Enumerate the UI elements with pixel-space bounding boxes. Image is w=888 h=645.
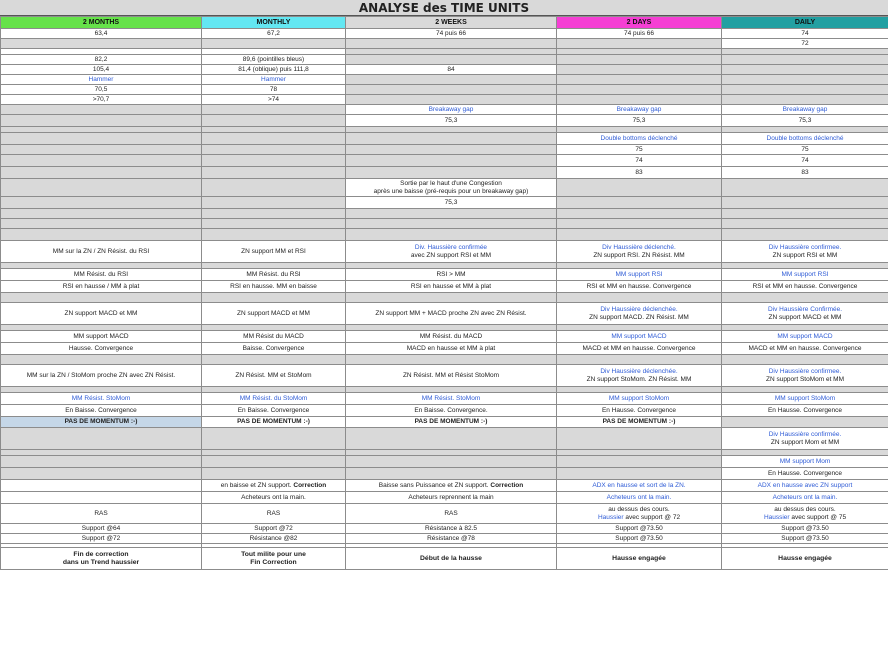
table-cell[interactable]: Acheteurs reprennent la main: [346, 492, 557, 504]
table-cell[interactable]: 75,3: [722, 115, 888, 127]
table-cell[interactable]: [202, 468, 346, 480]
table-cell[interactable]: [557, 219, 722, 229]
table-cell[interactable]: [722, 85, 888, 95]
table-cell[interactable]: 75,3: [346, 197, 557, 209]
table-cell[interactable]: [202, 428, 346, 450]
table-row: [1, 365, 888, 387]
table-cell[interactable]: En Hausse. Convergence: [722, 405, 888, 417]
table-cell[interactable]: [346, 167, 557, 179]
table-row: [1, 75, 888, 85]
table-row: [1, 229, 888, 241]
table-row: [1, 456, 888, 468]
table-cell[interactable]: RSI en hausse / MM à plat: [1, 281, 202, 293]
column-header[interactable]: 2 MONTHS: [1, 17, 202, 29]
table-cell[interactable]: [722, 197, 888, 209]
table-cell[interactable]: [557, 55, 722, 65]
table-cell[interactable]: MM Résist. du RSI: [202, 269, 346, 281]
conclusion-row: [1, 548, 888, 570]
table-cell[interactable]: >74: [202, 95, 346, 105]
table-cell[interactable]: 74: [722, 155, 888, 167]
table-cell[interactable]: Double bottoms déclenché: [557, 133, 722, 145]
table-cell[interactable]: MM sur la ZN / StoMom proche ZN avec ZN Résist.: [1, 365, 202, 387]
table-cell[interactable]: [1, 133, 202, 145]
table-row: [1, 492, 888, 504]
table-cell[interactable]: Div Haussière déclenchée. ZN support MACD. ZN Résist. MM: [557, 303, 722, 325]
column-header[interactable]: 2 DAYS: [557, 17, 722, 29]
table-cell[interactable]: [202, 229, 346, 241]
table-cell[interactable]: Sortie par le haut d'une Congestion après une baisse (pré-requis pour un breakaway gap): [346, 179, 557, 197]
analysis-table: [0, 16, 888, 570]
table-cell[interactable]: [722, 209, 888, 219]
table-cell[interactable]: En Hausse. Convergence: [722, 468, 888, 480]
table-cell[interactable]: 89,6 (pointilles bleus): [202, 55, 346, 65]
table-cell[interactable]: Breakaway gap: [722, 105, 888, 115]
table-cell[interactable]: [557, 85, 722, 95]
table-cell[interactable]: [202, 209, 346, 219]
table-cell[interactable]: 75,3: [346, 115, 557, 127]
table-row: [1, 269, 888, 281]
table-row: [1, 428, 888, 450]
table-cell[interactable]: 105,4: [1, 65, 202, 75]
table-cell[interactable]: ADX en hausse avec ZN support: [722, 480, 888, 492]
table-row: [1, 39, 888, 49]
table-cell[interactable]: RSI et MM en hausse. Convergence: [557, 281, 722, 293]
table-cell[interactable]: Support @72: [202, 524, 346, 534]
table-cell[interactable]: PAS DE MOMENTUM :-): [1, 417, 202, 428]
table-cell[interactable]: au dessus des cours. Haussier avec support @ 75: [722, 504, 888, 524]
table-row: [1, 524, 888, 534]
table-cell[interactable]: Support @73.50: [722, 524, 888, 534]
table-cell[interactable]: Support @73.50: [557, 534, 722, 544]
table-cell[interactable]: 83: [557, 167, 722, 179]
table-cell[interactable]: [722, 179, 888, 197]
table-row: [1, 29, 888, 39]
table-cell[interactable]: [346, 155, 557, 167]
table-cell[interactable]: Hammer: [1, 75, 202, 85]
table-cell[interactable]: [722, 355, 888, 365]
table-cell[interactable]: Tout milite pour une Fin Correction: [202, 548, 346, 570]
column-header[interactable]: DAILY: [722, 17, 888, 29]
table-cell[interactable]: [1, 219, 202, 229]
table-cell[interactable]: [557, 456, 722, 468]
table-row: [1, 534, 888, 544]
table-cell[interactable]: [1, 468, 202, 480]
table-row: [1, 197, 888, 209]
table-cell[interactable]: ZN support MACD et MM: [1, 303, 202, 325]
table-cell[interactable]: [346, 219, 557, 229]
table-cell[interactable]: MACD et MM en hausse. Convergence: [557, 343, 722, 355]
table-cell[interactable]: Acheteurs ont la main.: [202, 492, 346, 504]
table-cell[interactable]: MM Résist du MACD: [202, 331, 346, 343]
table-cell[interactable]: MM Résist. du RSI: [1, 269, 202, 281]
table-row: [1, 355, 888, 365]
table-row: [1, 331, 888, 343]
table-cell[interactable]: ZN support MACD et MM: [202, 303, 346, 325]
table-cell[interactable]: En Hausse. Convergence: [557, 405, 722, 417]
table-cell[interactable]: [202, 219, 346, 229]
table-cell[interactable]: 78: [202, 85, 346, 95]
table-cell[interactable]: Hausse engagée: [722, 548, 888, 570]
table-cell[interactable]: [346, 133, 557, 145]
table-cell[interactable]: [346, 39, 557, 49]
table-row: [1, 105, 888, 115]
table-cell[interactable]: [202, 145, 346, 155]
table-cell[interactable]: Baisse sans Puissance et ZN support. Correction: [346, 480, 557, 492]
table-cell[interactable]: ZN Résist. MM et Résist StoMom: [346, 365, 557, 387]
table-cell[interactable]: Support @73.50: [722, 534, 888, 544]
table-cell[interactable]: 63,4: [1, 29, 202, 39]
table-cell[interactable]: Div Haussière Confirmée. ZN support MACD et MM: [722, 303, 888, 325]
table-cell[interactable]: [346, 85, 557, 95]
table-cell[interactable]: [1, 293, 202, 303]
table-cell[interactable]: MM Résist. StoMom: [346, 393, 557, 405]
table-cell[interactable]: Div Haussière confirmee. ZN support RSI et MM: [722, 241, 888, 263]
table-cell[interactable]: ZN support MM + MACD proche ZN avec ZN Résist.: [346, 303, 557, 325]
header-row: [1, 17, 888, 29]
table-cell[interactable]: [1, 209, 202, 219]
table-cell[interactable]: MM sur la ZN / ZN Résist. du RSI: [1, 241, 202, 263]
table-cell[interactable]: [557, 39, 722, 49]
table-cell[interactable]: 84: [346, 65, 557, 75]
table-cell[interactable]: En Baisse. Convergence.: [346, 405, 557, 417]
table-cell[interactable]: [1, 197, 202, 209]
column-header[interactable]: MONTHLY: [202, 17, 346, 29]
table-row: [1, 155, 888, 167]
table-cell[interactable]: [1, 456, 202, 468]
table-row: [1, 468, 888, 480]
table-cell[interactable]: Double bottoms déclenché: [722, 133, 888, 145]
table-row: [1, 480, 888, 492]
table-cell[interactable]: [1, 428, 202, 450]
table-cell[interactable]: MM support MACD: [722, 331, 888, 343]
table-cell[interactable]: 83: [722, 167, 888, 179]
table-cell[interactable]: [722, 417, 888, 428]
table-cell[interactable]: [557, 293, 722, 303]
table-row: [1, 393, 888, 405]
table-cell[interactable]: [346, 209, 557, 219]
table-cell[interactable]: ZN support MM et RSI: [202, 241, 346, 263]
table-row: [1, 179, 888, 197]
table-cell[interactable]: 75: [722, 145, 888, 155]
table-row: [1, 293, 888, 303]
table-cell[interactable]: RSI et MM en hausse. Convergence: [722, 281, 888, 293]
table-cell[interactable]: [346, 229, 557, 241]
table-cell[interactable]: 81,4 (oblique) puis 111,8: [202, 65, 346, 75]
table-cell[interactable]: [557, 468, 722, 480]
table-cell[interactable]: [557, 229, 722, 241]
table-cell[interactable]: 70,5: [1, 85, 202, 95]
table-row: [1, 281, 888, 293]
table-row: [1, 417, 888, 428]
table-row: [1, 55, 888, 65]
table-cell[interactable]: MM support RSI: [557, 269, 722, 281]
table-cell[interactable]: 75: [557, 145, 722, 155]
table-cell[interactable]: Résistance @78: [346, 534, 557, 544]
table-cell[interactable]: 75,3: [557, 115, 722, 127]
table-row: [1, 167, 888, 179]
table-cell[interactable]: [1, 155, 202, 167]
table-cell[interactable]: MM support StoMom: [557, 393, 722, 405]
table-cell[interactable]: [202, 105, 346, 115]
table-cell[interactable]: 74 puis 66: [346, 29, 557, 39]
table-row: [1, 504, 888, 524]
table-cell[interactable]: [557, 65, 722, 75]
table-cell[interactable]: Breakaway gap: [557, 105, 722, 115]
table-cell[interactable]: MM support MACD: [557, 331, 722, 343]
table-cell[interactable]: PAS DE MOMENTUM :-): [346, 417, 557, 428]
table-cell[interactable]: [557, 95, 722, 105]
table-cell[interactable]: [346, 75, 557, 85]
table-cell[interactable]: 74 puis 66: [557, 29, 722, 39]
table-cell[interactable]: [722, 55, 888, 65]
table-cell[interactable]: [346, 456, 557, 468]
table-cell[interactable]: MACD en hausse et MM à plat: [346, 343, 557, 355]
table-cell[interactable]: Div Haussière déclenché. ZN support RSI. ZN Résist. MM: [557, 241, 722, 263]
table-cell[interactable]: MM Résist. du MACD: [346, 331, 557, 343]
table-cell[interactable]: MM Résist. StoMom: [1, 393, 202, 405]
table-cell[interactable]: 74: [722, 29, 888, 39]
table-cell[interactable]: Fin de correction dans un Trend haussier: [1, 548, 202, 570]
table-cell[interactable]: [557, 428, 722, 450]
table-cell[interactable]: Div Haussière déclenchée. ZN support StoMom. ZN Résist. MM: [557, 365, 722, 387]
table-cell[interactable]: [202, 155, 346, 167]
table-cell[interactable]: [1, 492, 202, 504]
table-cell[interactable]: [202, 456, 346, 468]
table-cell[interactable]: RAS: [202, 504, 346, 524]
table-cell[interactable]: [722, 95, 888, 105]
table-cell[interactable]: [202, 115, 346, 127]
table-cell[interactable]: [722, 229, 888, 241]
table-cell[interactable]: [722, 293, 888, 303]
table-cell[interactable]: [722, 219, 888, 229]
table-row: [1, 65, 888, 75]
table-cell[interactable]: [722, 75, 888, 85]
table-cell[interactable]: en baisse et ZN support. Correction: [202, 480, 346, 492]
table-cell[interactable]: RSI > MM: [346, 269, 557, 281]
table-cell[interactable]: Support @64: [1, 524, 202, 534]
table-cell[interactable]: [557, 355, 722, 365]
table-cell[interactable]: [346, 95, 557, 105]
table-cell[interactable]: MM support StoMom: [722, 393, 888, 405]
table-cell[interactable]: PAS DE MOMENTUM :-): [557, 417, 722, 428]
table-cell[interactable]: MM support Mom: [722, 456, 888, 468]
table-cell[interactable]: [1, 39, 202, 49]
table-cell[interactable]: [557, 197, 722, 209]
sheet-title: ANALYSE des TIME UNITS: [0, 0, 888, 16]
table-cell[interactable]: Baisse. Convergence: [202, 343, 346, 355]
table-cell[interactable]: Hammer: [202, 75, 346, 85]
table-cell[interactable]: Début de la hausse: [346, 548, 557, 570]
table-row: [1, 209, 888, 219]
table-cell[interactable]: MACD et MM en hausse. Convergence: [722, 343, 888, 355]
table-cell[interactable]: [202, 133, 346, 145]
table-cell[interactable]: MM Résist. du StoMom: [202, 393, 346, 405]
table-cell[interactable]: Acheteurs ont la main.: [722, 492, 888, 504]
table-cell[interactable]: ZN Résist. MM et StoMom: [202, 365, 346, 387]
table-cell[interactable]: au dessus des cours. Haussier avec support @ 72: [557, 504, 722, 524]
table-cell[interactable]: [202, 355, 346, 365]
table-cell[interactable]: [202, 293, 346, 303]
table-cell[interactable]: Div. Haussière confirmée avec ZN support RSI et MM: [346, 241, 557, 263]
table-cell[interactable]: [1, 105, 202, 115]
table-cell[interactable]: ADX en hausse et sort de la ZN.: [557, 480, 722, 492]
table-cell[interactable]: [346, 55, 557, 65]
table-row: [1, 115, 888, 127]
table-row: [1, 95, 888, 105]
table-cell[interactable]: [557, 75, 722, 85]
table-cell[interactable]: [202, 197, 346, 209]
table-cell[interactable]: [1, 167, 202, 179]
table-cell[interactable]: Résistance @82: [202, 534, 346, 544]
table-cell[interactable]: RAS: [346, 504, 557, 524]
table-cell[interactable]: Acheteurs ont la main.: [557, 492, 722, 504]
table-cell[interactable]: Résistance à 82.5: [346, 524, 557, 534]
table-cell[interactable]: 74: [557, 155, 722, 167]
table-row: [1, 219, 888, 229]
table-cell[interactable]: Support @73.50: [557, 524, 722, 534]
table-cell[interactable]: RSI en hausse et MM à plat: [346, 281, 557, 293]
table-cell[interactable]: [202, 167, 346, 179]
table-cell[interactable]: [346, 355, 557, 365]
table-row: [1, 303, 888, 325]
table-cell[interactable]: [557, 209, 722, 219]
table-cell[interactable]: [346, 468, 557, 480]
table-cell[interactable]: >70,7: [1, 95, 202, 105]
table-row: [1, 405, 888, 417]
table-cell[interactable]: [202, 39, 346, 49]
table-cell[interactable]: 72: [722, 39, 888, 49]
table-cell[interactable]: PAS DE MOMENTUM :-): [202, 417, 346, 428]
table-cell[interactable]: [202, 179, 346, 197]
table-cell[interactable]: [1, 115, 202, 127]
table-cell[interactable]: [346, 293, 557, 303]
table-cell[interactable]: [1, 355, 202, 365]
table-row: [1, 241, 888, 263]
table-cell[interactable]: MM support MACD: [1, 331, 202, 343]
table-cell[interactable]: [1, 229, 202, 241]
table-row: [1, 85, 888, 95]
table-cell[interactable]: [346, 428, 557, 450]
table-cell[interactable]: Breakaway gap: [346, 105, 557, 115]
table-cell[interactable]: MM support RSI: [722, 269, 888, 281]
table-cell[interactable]: [1, 145, 202, 155]
table-row: [1, 133, 888, 145]
table-cell[interactable]: Hausse engagée: [557, 548, 722, 570]
table-cell[interactable]: [346, 145, 557, 155]
table-cell[interactable]: 82,2: [1, 55, 202, 65]
table-cell[interactable]: Hausse. Convergence: [1, 343, 202, 355]
table-cell[interactable]: Div Haussière confirmee. ZN support StoMom et MM: [722, 365, 888, 387]
table-row: [1, 145, 888, 155]
table-cell[interactable]: [722, 65, 888, 75]
table-row: [1, 343, 888, 355]
table-cell[interactable]: En Baisse. Convergence: [1, 405, 202, 417]
table-cell[interactable]: Div Haussière confirmée. ZN support Mom et MM: [722, 428, 888, 450]
table-cell[interactable]: RAS: [1, 504, 202, 524]
table-cell[interactable]: 67,2: [202, 29, 346, 39]
column-header[interactable]: 2 WEEKS: [346, 17, 557, 29]
table-cell[interactable]: En Baisse. Convergence: [202, 405, 346, 417]
table-cell[interactable]: RSI en hausse. MM en baisse: [202, 281, 346, 293]
table-cell[interactable]: [557, 179, 722, 197]
table-cell[interactable]: Support @72: [1, 534, 202, 544]
table-cell[interactable]: [1, 179, 202, 197]
table-cell[interactable]: [1, 480, 202, 492]
